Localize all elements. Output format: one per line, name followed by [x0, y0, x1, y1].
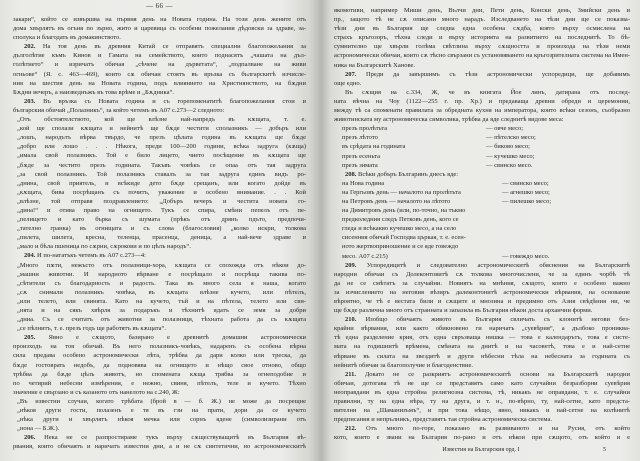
- holiday-label: гледа и всѣкакво кучешко месо, а на село: [342, 225, 457, 233]
- text-line: народни обичаи съ Долеконтовитѣ сѫ толкова многочислени, че за единъ чорбѣ тѣ: [334, 270, 630, 278]
- quote-line: „влѣзне, той отправя поздравлението: „Добъръ вечеръ и честита новата го-: [17, 197, 306, 205]
- left-text-block: [13, 15, 306, 452]
- quote-line: „пилета, шилета, кресна, теленца, прасенца, деница, а най-вече здраве и: [17, 234, 306, 242]
- holiday-label: на Димитровъ день (или, по-точно, на тъкмо: [342, 207, 466, 215]
- quote-line: „сѣтители съ благодарность и радость. Така въ много села я наша, когато: [17, 279, 306, 287]
- quote-line: „нята и на сякъ хвѣрля за подаръкъ и тѣхнитѣ ядатъ се земя за добри: [17, 307, 306, 314]
- text-line: нейнитѣ обичаи за благополучие и благоденствие.: [334, 361, 473, 369]
- text-line: дълголѣтие къмъ Кинов и Гамата на семейството, които поднасятъ „чашата на дъл-: [13, 52, 306, 60]
- season-label: въ срѣдата на годината: [342, 143, 406, 151]
- season-label: презъ есеньта: [342, 152, 381, 160]
- left-page: [0, 0, 319, 461]
- holiday-meat-row: [334, 215, 630, 224]
- text-line: между тѣ са споменати правилата за обредната кухня на императора, които всѣки сезонъ, съобразно: [334, 107, 630, 115]
- quote-line: „пелището и като бърка съ шумата (прѣкъ отъ дрянъ пдъто, предпочи-: [17, 216, 306, 224]
- text-line: да не се смѣтатъ за случайни. Новиятъ на мнѣния, сѫщото, която е особено важно: [334, 279, 630, 287]
- meat-label: — овче месо;: [486, 125, 524, 133]
- text-line: пр., защото тѣ не сѫ описани много нарадъ. Изследването на тѣзи дни ще се показва-: [334, 16, 630, 24]
- paragraph-text: Изобщо обичаятъ живото въ България свличать съ клонитѣ негови без-: [365, 316, 630, 324]
- text-line: неоправдани въ една стройна религиозна система, тѣ, никакъ не оправдани, т. е. случайни: [334, 388, 630, 396]
- text-line: Въ сѫщия на с.334, Ж, че въ книгата Йое линъ, датирана отъ послед-: [345, 88, 630, 96]
- meat-label: — свинско месо.: [486, 161, 533, 169]
- meat-label: — агнешко месо;: [502, 188, 550, 196]
- holiday-meat-table: [334, 179, 630, 261]
- text-line: закари“, който се извършва на първия день на Новата година. На този день жените отъ: [13, 16, 306, 23]
- holiday-label: на Нова година: [342, 179, 385, 187]
- text-line: рвания, които обичаятъ и наричатъ известни дни, а и не сѫ синтетични, но астрономическитѣ: [13, 443, 306, 451]
- text-line: дома хвърлятъ въ огъня по зърно, жито и царевица съ особени пожелания дѣдовски за здраве, за-: [13, 25, 306, 33]
- quote-line: „Въ известни случаи, когато трѣбата (брой в — б. Ж.) не може да посрещне: [17, 397, 306, 405]
- text-line: крайни вѣрвания, или както обикновено ги наричатъ „суевѣрия“, а дълбоко прониква-: [334, 325, 630, 333]
- holiday-meat-row: [334, 252, 630, 261]
- holiday-meat-row: [334, 206, 630, 215]
- paragraph-number: 212.: [345, 425, 357, 433]
- paragraph-number: 202.: [24, 43, 36, 51]
- quote-line: „Много пѫти, нежъсто отъ полазници-хора, кѫщата се спохожда отъ нѣкои до-: [17, 261, 306, 269]
- quote-line: „кой ще сполази кѫщата и нейнитѣ ще бѫде честити сполазникъ — добъръ или: [17, 125, 306, 133]
- quote-line: „Отъ обстоятелството, кой ще влѣзне най-напредъ въ кѫщата, т. е.: [17, 116, 306, 124]
- meat-label: — пилешко месо;: [502, 197, 552, 205]
- quote-line: „за свой полазникъ. Той полазникъ ставалъ за тая задруга единъ видъ ро-: [17, 170, 306, 178]
- paragraph-start-line: [13, 433, 306, 442]
- footer-title: Известия на Българския орд. I: [442, 447, 520, 453]
- text-line: бѫде гостоврать недобъ, да подновява на огнището и нѣщо свое отново, общо: [13, 361, 306, 369]
- paragraph-text: Успоредицитѣ и следователно астрономическитѣ обяснения на Българскитѣ: [366, 261, 630, 269]
- quote-line: „дина!“ и отива право на огнището. Тукъ се спира, смѣни пепелъ отъ пе-: [17, 206, 306, 214]
- text-line: Бѫдни вечеръ, а наизведнъжъ въ това врѣме и „Бѫдника“.: [13, 88, 174, 96]
- text-line: якомотиви, например Миши день, Вълчи дни, Пети день, Конски день, Змийски день и: [334, 7, 630, 14]
- season-meat-row: [334, 161, 630, 170]
- text-line: произходъ на тоя обичай. Въ него полазникъ-човѣкъ, надаренъ съ особена вѣрна: [13, 343, 306, 351]
- paragraph-start-line: [13, 42, 306, 51]
- text-line: животинската му астрономическа символика, трѣбва да яде следнитѣ видове меса:: [334, 116, 564, 124]
- text-line: тѣ една разделение крия, отъ една свръзваща нишка — това е календарътъ, това е систе-: [334, 334, 630, 342]
- paragraph-text: Всѣки добъръ Българинъ днесъ яде:: [358, 170, 459, 178]
- paragraph-start-line: [13, 251, 306, 260]
- paragraph-start-line: [334, 424, 630, 433]
- text-line: вителни на „Шаманизъмъ“, и при това нѣщо, явно, никакъ и най-сетне на колѣнитѣ: [334, 407, 630, 415]
- quote-line: „днина, свой приятель, и всѣкиде дето бѫде срещанъ, или когато дойде въ: [17, 179, 306, 187]
- text-line: ния на шестия день на Новата година, подъ влиянието на Християнството, на бѫдни: [13, 79, 306, 87]
- page-footer: [321, 446, 640, 456]
- meat-label: — свинско месо;: [502, 179, 549, 187]
- text-line: астрономически обичаи, които сѫ тѣсно свързани съ установяването на кръгозрителната система на Имен-: [334, 52, 630, 60]
- text-line: значение е свързано и съ казаното отъ нанелото на с.240, Ж:: [13, 388, 180, 396]
- text-line: ще бѫде различна много отъ странната и запазила въ България нѣкои доста архаични форми.: [334, 307, 593, 315]
- text-line: българския обичай „Полазникъ“, за който четемъ въ А07 с.273—2 следното:: [13, 106, 225, 114]
- paragraph-number: 206.: [24, 434, 36, 442]
- holiday-meat-row: [334, 224, 630, 233]
- meat-label: — кучешко месо;: [486, 152, 535, 160]
- footer-sheet-number: 5: [603, 447, 606, 453]
- text-line: тѣзи дни въ България ще следва една особена сѫдба, която върху осмислена на: [334, 25, 630, 33]
- text-line: предписания и непрълникъ, представятъ тая стройна астрономическа система.: [334, 416, 552, 424]
- paragraph-text: Отъ много по-горе, показано въ развиваното и на Русия, отъ който: [366, 425, 630, 433]
- quote-line: „бѫде за честито презъ годината. Такъвъ човѣкъ се опаа отъ тая задруга: [17, 161, 306, 169]
- paragraph-start-line: [334, 170, 630, 179]
- quote-line: „сѫ снимали полазникъ човѣка, въ кѫщата влѣзне кучето, или пѣтелъ,: [17, 288, 306, 296]
- paragraph-text: Нека не се разпростираме тукъ върху сѫществуващитѣ въ България вѣ-: [44, 434, 306, 442]
- quote-line: „имала свой полазникъ. Той е било лицето, чието посѣщение въ кѫщата ще: [17, 152, 306, 160]
- paragraph-start-line: [334, 261, 630, 270]
- paragraph-number: 211.: [345, 370, 357, 378]
- text-line: вѣроятно, че тѣ е вестата били и сѫщите и мнозина и предимно отъ Азия свѣдѣния ни, че: [334, 298, 630, 305]
- quote-line: „нона — Б.Ж.).: [17, 425, 60, 433]
- holiday-label: сисенния обичай Господва църкая, т. е. есен-: [342, 234, 466, 242]
- quote-line: „лошъ, народътъ вѣрва твърдо, че презъ цѣлата година въ кѫщата ще бѫде: [17, 134, 306, 142]
- holiday-meat-row: [334, 242, 630, 251]
- text-line: правилни, ту на една вѣра, ту на друга, и т. н., по-вѣрно, ту, най-сетне, като предста-: [334, 398, 630, 406]
- season-meat-row: [334, 133, 630, 142]
- right-text-block: [334, 6, 630, 443]
- quote-line: „кѫщата, бива посрѣщанъ съ почитъ, уважение и особено внимание. . . Кой: [17, 188, 306, 196]
- meat-label: — говеждо месо.: [502, 252, 550, 260]
- text-line: ната вѣчна на Чоу (1122—255 г. пр. Хр.) и предаваща древни обреди и церемонии,: [334, 97, 630, 105]
- paragraph-text: Въ връзка съ Новата година и съ горепоменатитѣ благопожелания стои и: [43, 97, 306, 105]
- holiday-label: на Петровъ день — началото на лѣтото: [342, 197, 451, 205]
- text-line: по четирий небесни измѣрения, е нежно, свиня, пѣтелъ, теле и кучето. Тѣхно: [13, 379, 306, 387]
- holiday-meat-row: [334, 188, 630, 197]
- meat-label: — пѣтелско месо;: [486, 134, 536, 142]
- text-line: още едно.: [334, 79, 362, 87]
- season-meat-table: [334, 124, 630, 169]
- paragraph-text: Докато не се разкриятъ астрономическитѣ основи на Българскитѣ народни: [364, 370, 630, 378]
- season-meat-row: [334, 142, 630, 151]
- text-line: за изчислението на неговия вѣзиръ далеконтонитѣ астрономически вѣрвания, на основание: [334, 288, 630, 296]
- paragraph-text: И по-нататъкъ четемъ въ А07 с.273—4:: [37, 252, 146, 260]
- season-label: презъ пролѣтьта: [342, 125, 388, 133]
- text-line: кото, които е звани на България по-рано и отъ нѣкои при сѫщото, отъ който и е: [334, 434, 630, 442]
- season-label: презъ лѣтото: [342, 134, 378, 142]
- quote-line: „дниа. Съ се считатъ отъ животни за полазници, тѣхната работа да съ кѫщата: [17, 316, 306, 324]
- quote-line: „добро или лошо . . . Нѣкога, преди 100—200 години, всѣка задруга (кѫща): [17, 143, 306, 151]
- paragraph-number: 207.: [345, 70, 357, 78]
- paragraph-start-line: [13, 333, 306, 342]
- paragraph-text: Явно е сѫщото, базирано е древнитѣ домашни астрономически: [48, 334, 306, 342]
- paragraph-number: 208.: [345, 170, 357, 178]
- right-page: [321, 0, 640, 461]
- text-line: огньове“ (Я. с. 463—469), които сѫ обичаи стоятъ въ връзка съ българскитѣ изчисле-: [13, 70, 306, 78]
- paragraph-text: Преди да завършимъ съ тѣзи астрономически успоредици, ще добавимъ: [365, 70, 630, 78]
- text-line: страхъ кръгозоръ, тѣхна следи и върху историята на развитието на последнитѣ. То бѣ-: [334, 34, 630, 42]
- text-line: ника на Българскитѣ Ханове.: [334, 61, 416, 69]
- paragraph-text: На тоя день въ древния Китай се отправятъ специални благопожелания за: [42, 43, 306, 51]
- holiday-label: ното жертвоприношение и се яде говеждо: [342, 243, 459, 251]
- paragraph-number: 203.: [24, 97, 36, 105]
- holiday-label: месо. А07 с.215): [342, 252, 388, 260]
- text-line: вѣрване въ силата на звездитѣ и други нѣбесни тѣла на небесната за годината съ: [334, 352, 630, 360]
- text-line: сумнително ще хвърли голѣма свѣтлина върху сѫщността и произхода на тѣзи неми: [334, 43, 630, 51]
- paragraph-start-line: [334, 70, 630, 79]
- holiday-label: предколедния следъ Петковъ день, кого се: [342, 216, 459, 224]
- quote-line: „тателно гранка) въ огнищата и съ слова (благословия) „колко искри, толкова: [17, 225, 306, 233]
- text-line: сила предава особено астрономически лѣта, трѣбва да дари колко или треска, да: [13, 352, 306, 360]
- page-number: — 66 —: [146, 3, 173, 10]
- quote-line: „нѣка други и хвърлятъ нѣкоя мечка или сорнъ ядене (символизирани отъ: [17, 416, 306, 424]
- paragraph-start-line: [334, 315, 630, 324]
- paragraph-number: 204.: [24, 252, 36, 260]
- holiday-meat-row: [334, 197, 630, 206]
- text-line: трѣбва да бѫде цѣлъ животъ, но спомената кѫща трябва за огнеподобие и: [13, 370, 306, 378]
- quote-line: „се пѣлнитъ, т. е. презъ годъ ще работятъ въ кѫщата“.: [17, 325, 167, 333]
- text-line: мата на годишнитѣ врѣмена, смѣната на днитѣ и на часоветѣ, това е и най-сетне: [334, 343, 630, 351]
- paragraph-number: 210.: [345, 316, 357, 324]
- quote-line: „машни животни. И народното вѣрване е посрѣщало и посрѣща такива по-: [17, 270, 306, 278]
- paragraph-start-line: [334, 370, 630, 379]
- text-line: обичаи, дотогава тѣ не ще се представятъ само като случайни безразборни суевѣрия: [334, 379, 630, 387]
- paragraph-start-line: [13, 97, 306, 106]
- text-line: голѣтието“ и изричатъ обичая „сѣчене на дърветата“, „подпалване на живи: [13, 61, 306, 69]
- paragraph-number: 209.: [345, 261, 357, 269]
- quote-line: „или телето, или свинята. Като на кучето, тъй и на пѣтела, телето или сви-: [17, 297, 306, 305]
- season-label: презъ зимата: [342, 161, 378, 169]
- holiday-meat-row: [334, 179, 630, 188]
- season-meat-row: [334, 124, 630, 133]
- paragraph-number: 205.: [24, 334, 36, 342]
- holiday-meat-row: [334, 233, 630, 242]
- holiday-label: на Гергьовъ день — началото на пролѣтьта: [342, 188, 461, 196]
- quote-line: „мало и бѣла пшеница по сѫрни, сѫрокови и по цѣлъ народъ“.: [17, 243, 191, 251]
- season-meat-row: [334, 152, 630, 161]
- quote-line: „нѣкоя други гости, полазенъ е тя въ гзи на прати, дори да се кучето: [17, 407, 306, 415]
- text-line: сполука и благодать въ домакинството.: [13, 34, 121, 42]
- meat-label: — биково месо;: [486, 143, 530, 151]
